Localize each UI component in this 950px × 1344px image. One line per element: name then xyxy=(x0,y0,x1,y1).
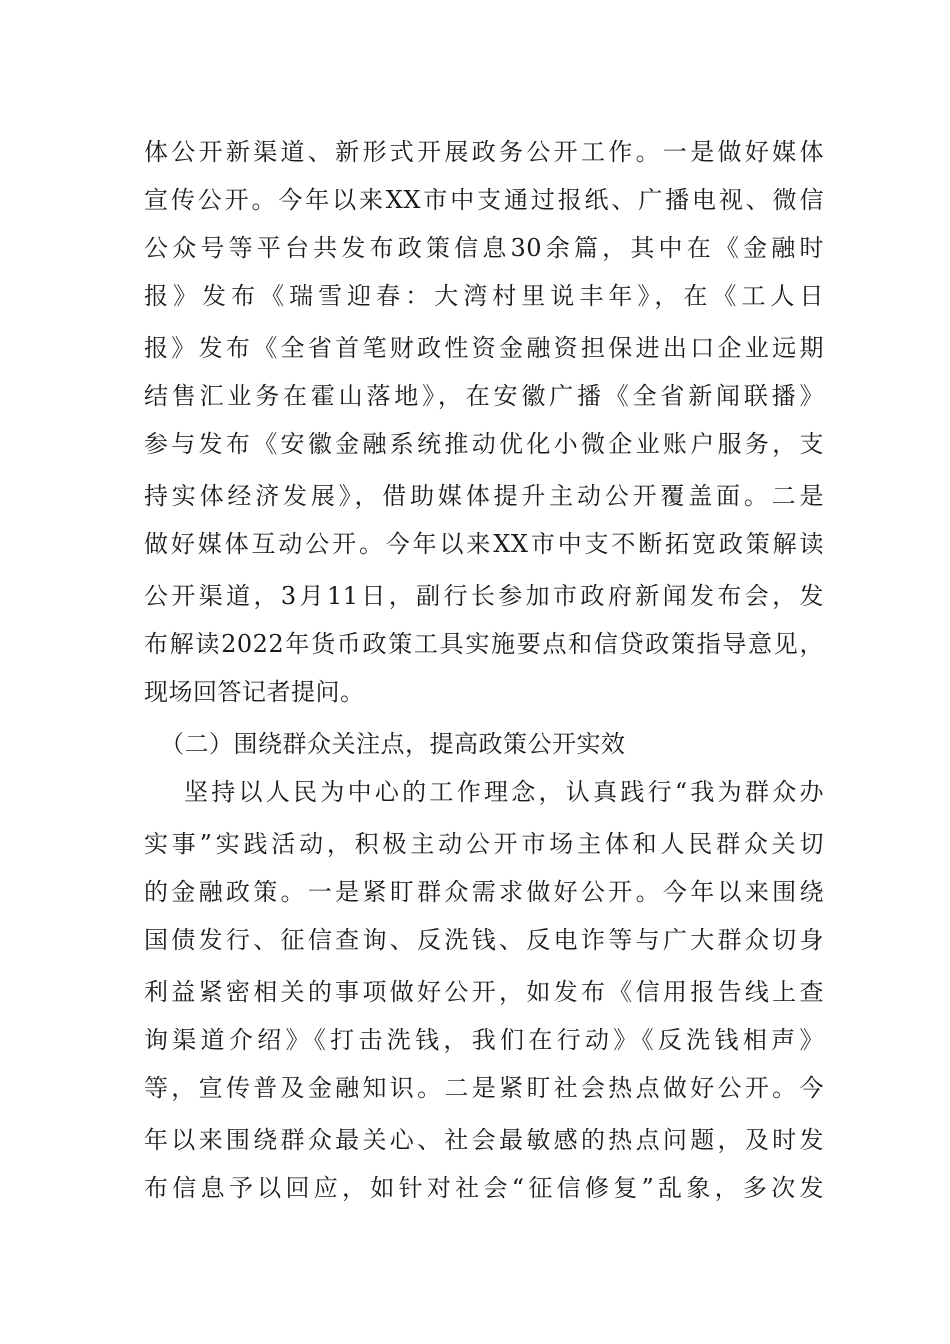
paragraph-line: 参与发布《安徽金融系统推动优化小微企业账户服务，支 xyxy=(144,430,824,458)
paragraph-line: 体公开新渠道、新形式开展政务公开工作。一是做好媒体 xyxy=(144,138,824,166)
paragraph-line: 年以来围绕群众最关心、社会最敏感的热点问题，及时发 xyxy=(144,1126,824,1154)
paragraph-line: 公开渠道，3月11日，副行长参加市政府新闻发布会，发 xyxy=(144,582,824,610)
paragraph-line: 利益紧密相关的事项做好公开，如发布《信用报告线上查 xyxy=(144,978,824,1006)
paragraph-line: 坚持以人民为中心的工作理念，认真践行“我为群众办 xyxy=(184,778,824,806)
section-heading: （二）围绕群众关注点，提高政策公开实效 xyxy=(160,730,626,758)
paragraph-line: 持实体经济发展》，借助媒体提升主动公开覆盖面。二是 xyxy=(144,482,824,510)
paragraph-line: 布信息予以回应，如针对社会“征信修复”乱象，多次发 xyxy=(144,1174,824,1202)
paragraph-line: 公众号等平台共发布政策信息30余篇，其中在《金融时 xyxy=(144,234,824,262)
paragraph-line: 等，宣传普及金融知识。二是紧盯社会热点做好公开。今 xyxy=(144,1074,824,1102)
paragraph-line: 报》发布《瑞雪迎春：大湾村里说丰年》，在《工人日 xyxy=(144,282,824,310)
paragraph-line: 询渠道介绍》《打击洗钱，我们在行动》《反洗钱相声》 xyxy=(144,1026,824,1054)
paragraph-line: 的金融政策。一是紧盯群众需求做好公开。今年以来围绕 xyxy=(144,878,824,906)
paragraph-line: 结售汇业务在霍山落地》，在安徽广播《全省新闻联播》 xyxy=(144,382,824,410)
paragraph-line: 做好媒体互动公开。今年以来XX市中支不断拓宽政策解读 xyxy=(144,530,824,558)
paragraph-line: 报》发布《全省首笔财政性资金融资担保进出口企业远期 xyxy=(144,334,824,362)
paragraph-line: 实事”实践活动，积极主动公开市场主体和人民群众关切 xyxy=(144,830,824,858)
paragraph-line: 宣传公开。今年以来XX市中支通过报纸、广播电视、微信 xyxy=(144,186,824,214)
paragraph-line: 布解读2022年货币政策工具实施要点和信贷政策指导意见， xyxy=(144,630,824,658)
paragraph-line: 现场回答记者提问。 xyxy=(144,678,365,706)
paragraph-line: 国债发行、征信查询、反洗钱、反电诈等与广大群众切身 xyxy=(144,926,824,954)
